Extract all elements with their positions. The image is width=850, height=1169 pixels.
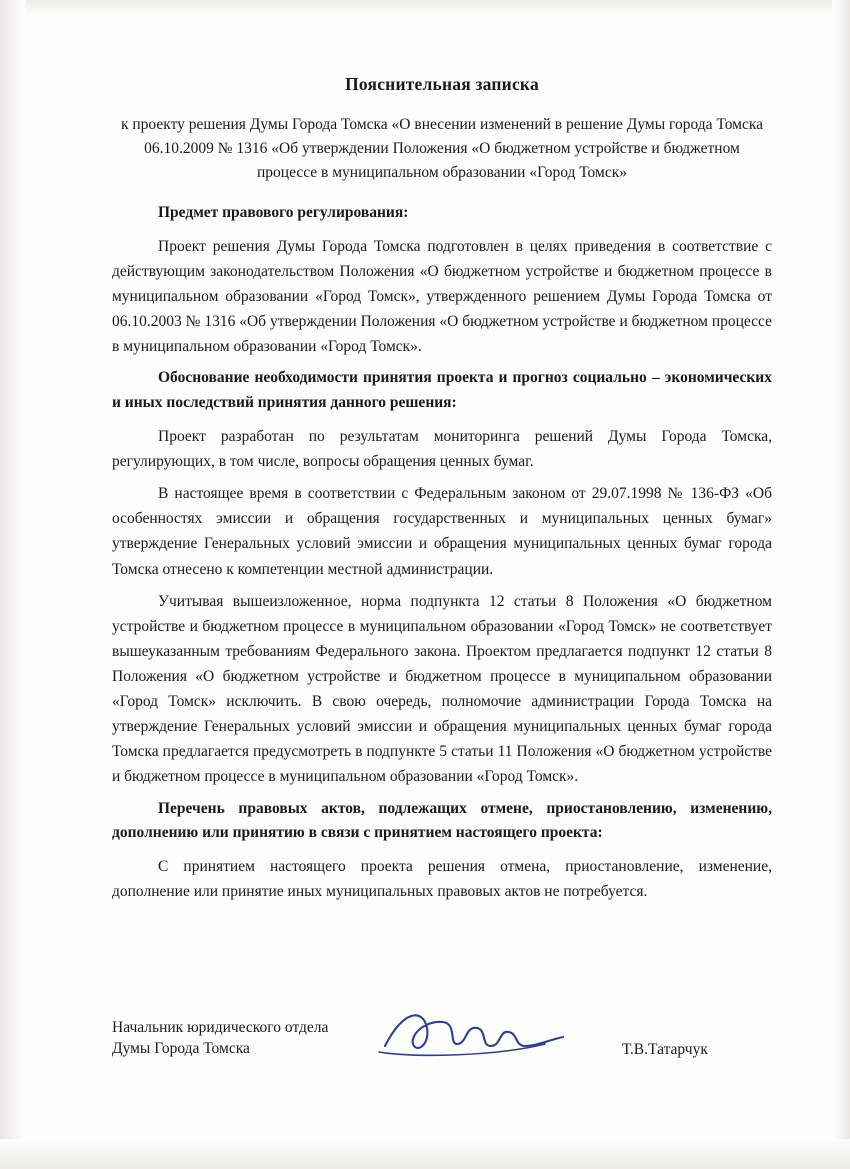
signer-position-line-1: Начальник юридического отдела — [112, 1019, 329, 1036]
signer-position-line-2: Думы Города Томска — [112, 1039, 250, 1057]
paragraph-justification-1: Проект разработан по результатам мониторинга решений Думы Города Томска, регулирующих, в том числе, вопросы обращения ценных бумаг. — [112, 427, 772, 471]
document-body — [112, 60, 772, 911]
section-heading-subject: Предмет правового регулирования: — [158, 204, 409, 222]
signer-name: Т.В.Татарчук — [622, 1041, 708, 1058]
scan-edge-bottom — [0, 1139, 850, 1169]
paragraph-justification-2: В настоящее время в соответствии с Федеральным законом от 29.07.1998 № 136-ФЗ «Об особенностях эмиссии и обращения государственных и муниципальных ценных бумаг» утверждение Генеральных условий эмиссии и обращения муниципальных ценных бумаг города Томска отнесено к компетенции местной администрации. — [112, 485, 772, 578]
document-subtitle: к проекту решения Думы Города Томска «О внесении изменений в решение Думы города Томска 06.10.2009 № 1316 «Об утверждении Положения «О бюджетном устройстве и бюджетном процессе в муниципальном образовании «Город Томск» — [120, 116, 764, 182]
scan-edge-top — [0, 0, 850, 14]
handwritten-signature-icon — [377, 1018, 607, 1062]
signature-block — [112, 1018, 772, 1062]
page-title: Пояснительная записка — [345, 74, 539, 94]
paragraph-subject-1: Проект решения Думы Города Томска подготовлен в целях приведения в соответствие с действующим законодательством Положения «О бюджетном устройстве и бюджетном процессе в муниципальном образовании «Город Томск», утвержденного решением Думы Города Томска от 06.10.2003 № 1316 «Об утверждении Положения «О бюджетном устройстве и бюджетном процессе в муниципальном образовании «Город Томск». — [112, 237, 772, 356]
paragraph-justification-3: Учитывая вышеизложенное, норма подпункта 12 статьи 8 Положения «О бюджетном устройстве и бюджетном процессе в муниципальном образовании «Город Томск» не соответствует вышеуказанным требованиям Федерального закона. Проектом предлагается подпункт 12 статьи 8 Положения «О бюджетном устройстве и бюджетном процессе в муниципальном образовании «Город Томск» исключить. В свою очередь, полномочие администрации Города Томска на утверждение Генеральных условий эмиссии и обращения муниципальных ценных бумаг города Томска предлагается предусмотреть в подпункте 5 статьи 11 Положения «О бюджетном устройстве и бюджетном процессе в муниципальном образовании «Город Томск». — [112, 592, 772, 786]
paragraph-acts-list-1: С принятием настоящего проекта решения отмена, приостановление, изменение, дополнение или принятие иных муниципальных правовых актов не потребуется. — [112, 858, 772, 901]
scan-edge-left — [0, 0, 26, 1169]
signer-position — [112, 1018, 362, 1060]
section-heading-justification: Обоснование необходимости принятия проекта и прогноз социально – экономических и иных последствий принятия данного решения: — [112, 369, 772, 412]
scan-edge-right — [832, 0, 850, 1169]
section-heading-acts-list: Перечень правовых актов, подлежащих отмене, приостановлению, изменению, дополнению или принятию в связи с принятием настоящего проекта: — [112, 799, 772, 842]
